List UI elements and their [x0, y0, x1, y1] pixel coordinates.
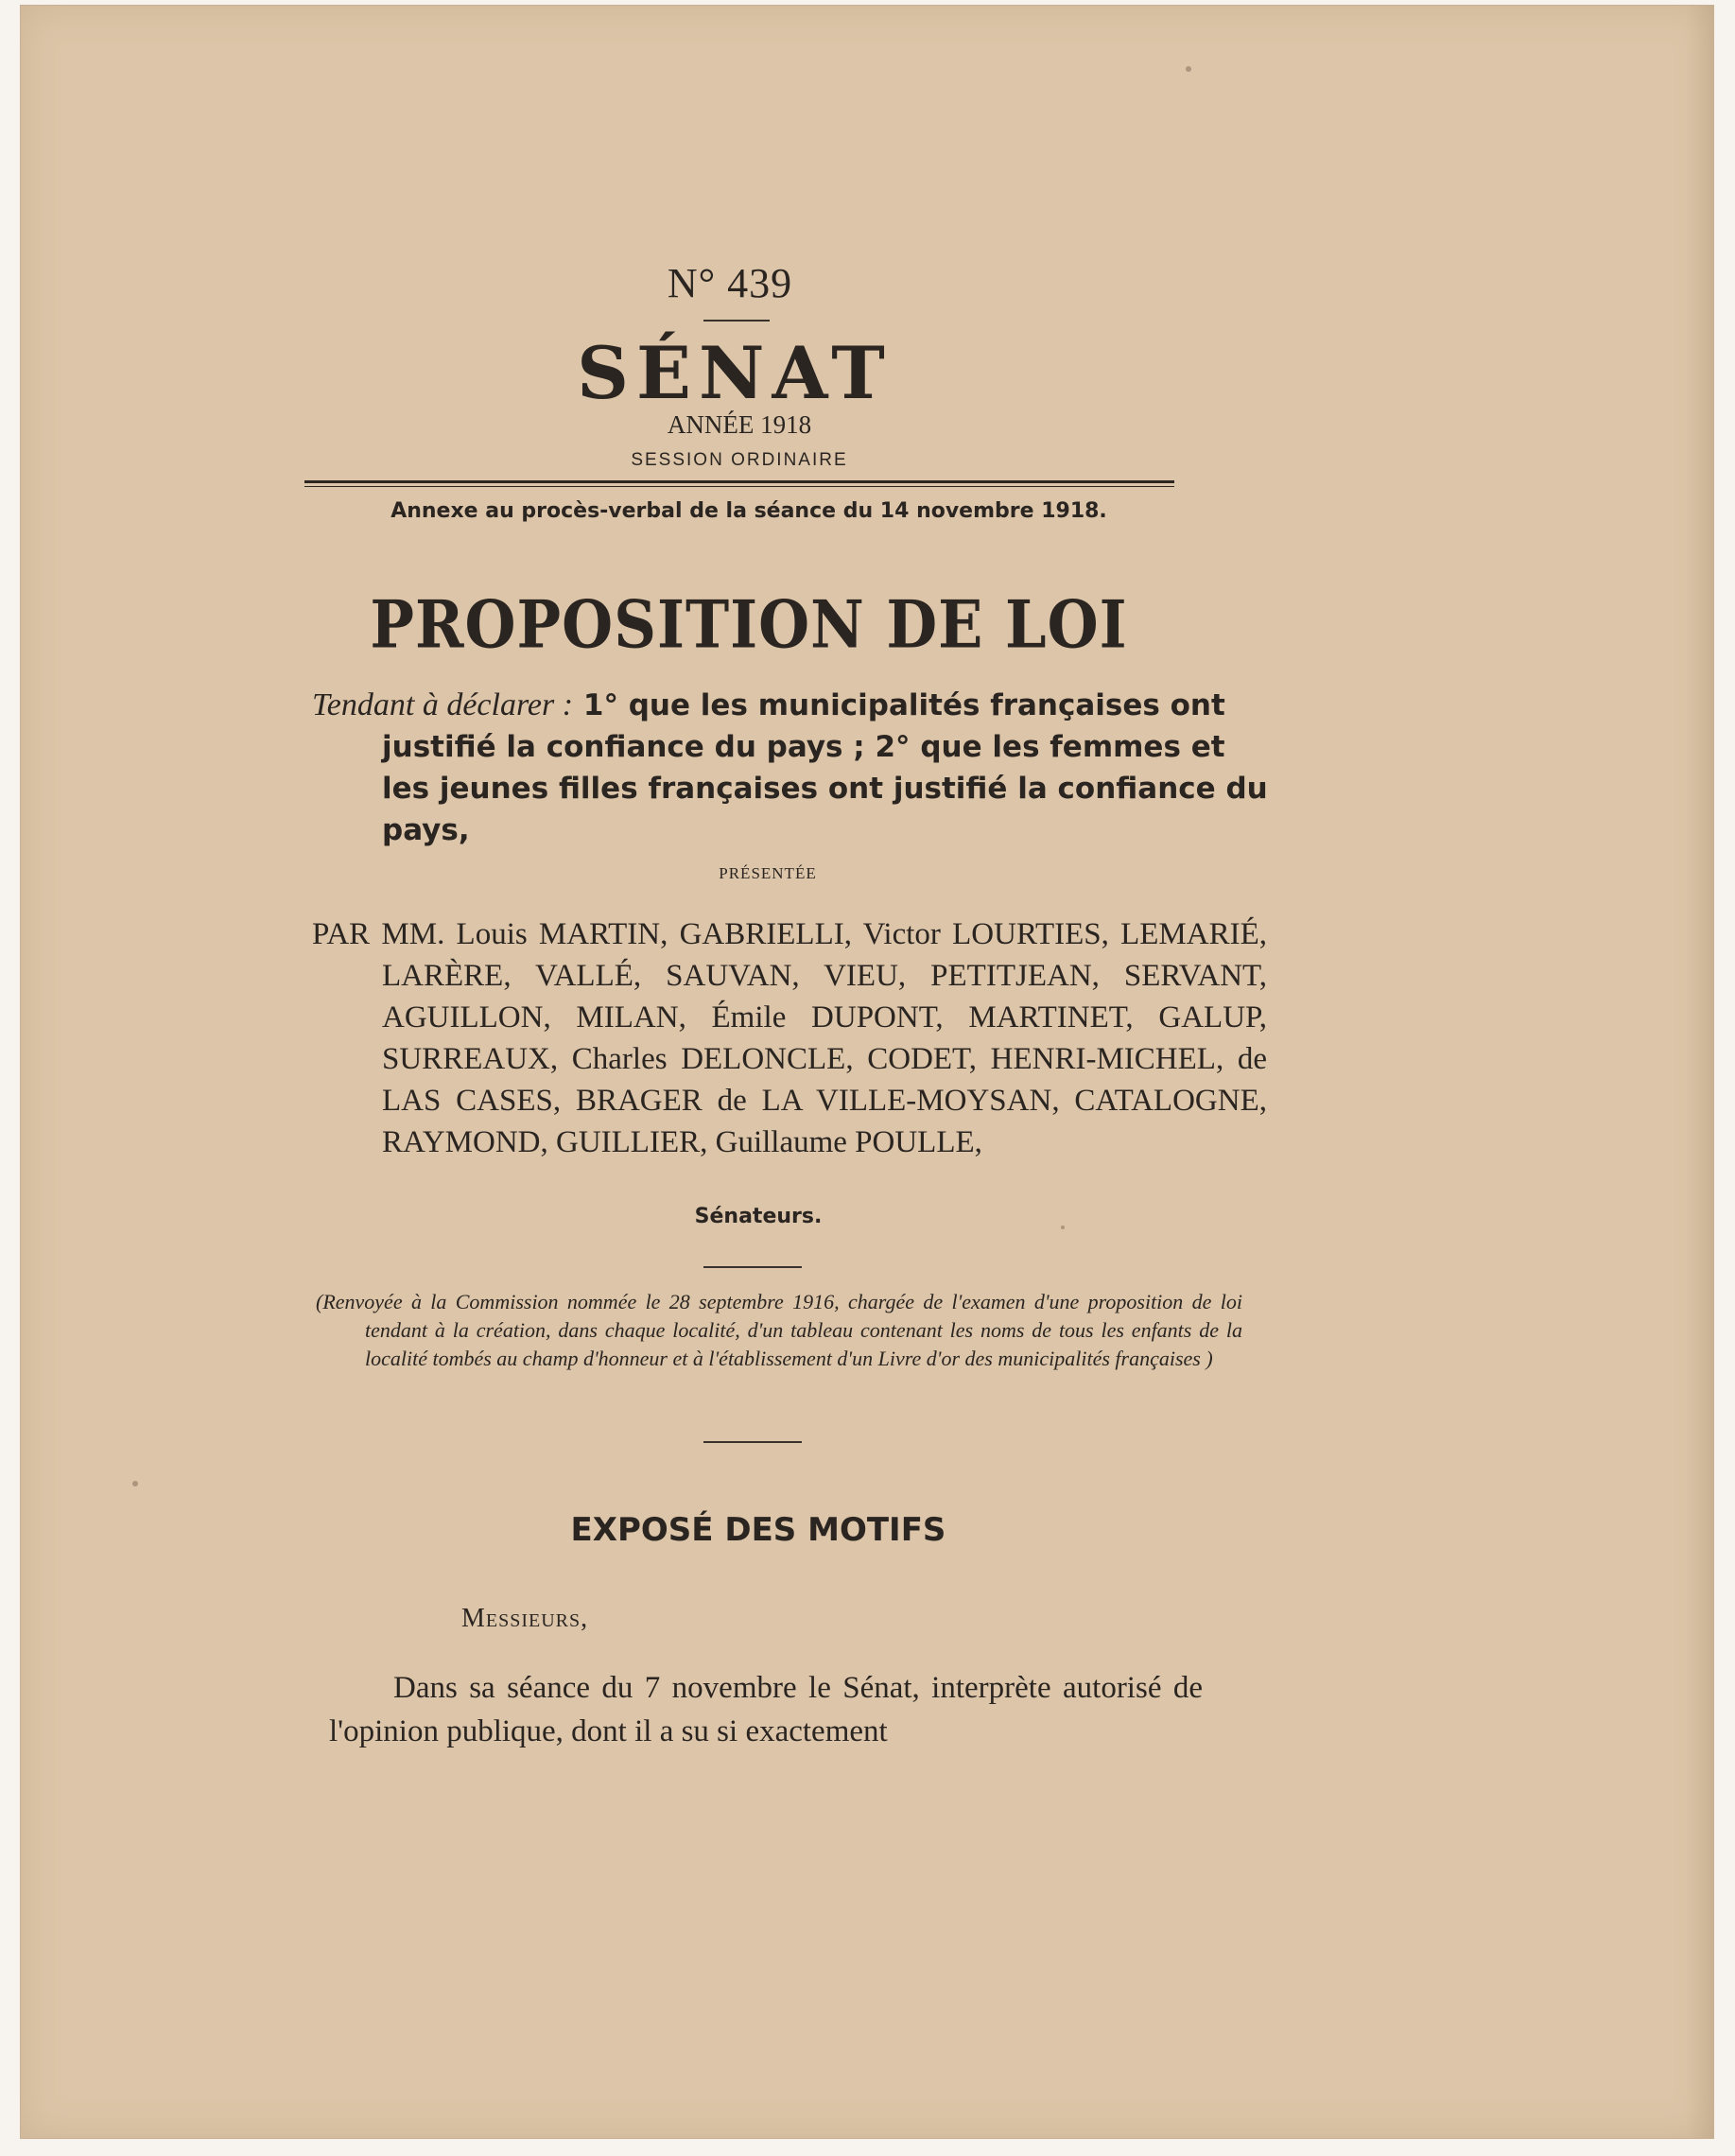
referral-note: (Renvoyée à la Commission nommée le 28 septembre 1916, chargée de l'examen d'une proposition de loi tendant à la création, dans chaque localité, d'un tableau contenant les noms de tous les enfants de la localité tombés au champ d'honneur et à l'établissement d'un Livre d'or des municipalités françaises ): [316, 1290, 1242, 1370]
proposal-purpose: [312, 685, 1271, 851]
document-page: [21, 6, 1713, 2138]
senators-label: Sénateurs.: [694, 1205, 823, 1228]
section-heading: EXPOSÉ DES MOTIFS: [570, 1511, 946, 1549]
purpose-text: 1° que les municipalités françaises ont justifié la confiance du pays ; 2° que les femmes et les jeunes filles françaises ont justifié la confiance du pays,: [382, 688, 1268, 847]
annexe-line: Annexe au procès-verbal de la séance du 14 novembre 1918.: [390, 499, 1107, 523]
number-underline: [703, 320, 770, 322]
purpose-lead: Tendant à déclarer :: [312, 687, 574, 722]
chamber-title: SÉNAT: [577, 331, 893, 415]
presented-label: PRÉSENTÉE: [719, 864, 817, 882]
senators-list: PAR MM. Louis MARTIN, GABRIELLI, Victor LOURTIES, LEMARIÉ, LARÈRE, VALLÉ, SAUVAN, VIEU, PETITJEAN, SERVANT, AGUILLON, MILAN, Émile DUPONT, MARTINET, GALUP, SURREAUX, Charles DELONCLE, CODET, HENRI-MICHEL, de LAS CASES, BRAGER de LA VILLE-MOYSAN, CATALOGNE, RAYMOND, GUILLIER, Guillaume POULLE,: [312, 917, 1267, 1159]
salutation: Messieurs,: [461, 1604, 589, 1633]
separator-rule: [703, 1441, 802, 1443]
paper-speck: [132, 1481, 138, 1487]
session-line: SESSION ORDINAIRE: [631, 450, 848, 470]
year-line: ANNÉE 1918: [667, 410, 812, 439]
document-number: N° 439: [667, 260, 793, 306]
body-paragraph: Dans sa séance du 7 novembre le Sénat, interprète autorisé de l'opinion publique, dont il a su si exactement: [329, 1671, 1203, 1748]
header-rule-thin: [304, 486, 1174, 487]
paper-speck: [1186, 66, 1191, 72]
proposal-title: PROPOSITION DE LOI: [370, 585, 1128, 664]
paper-speck: [1061, 1226, 1065, 1229]
header-rule-thick: [304, 480, 1174, 483]
separator-rule: [703, 1266, 802, 1268]
